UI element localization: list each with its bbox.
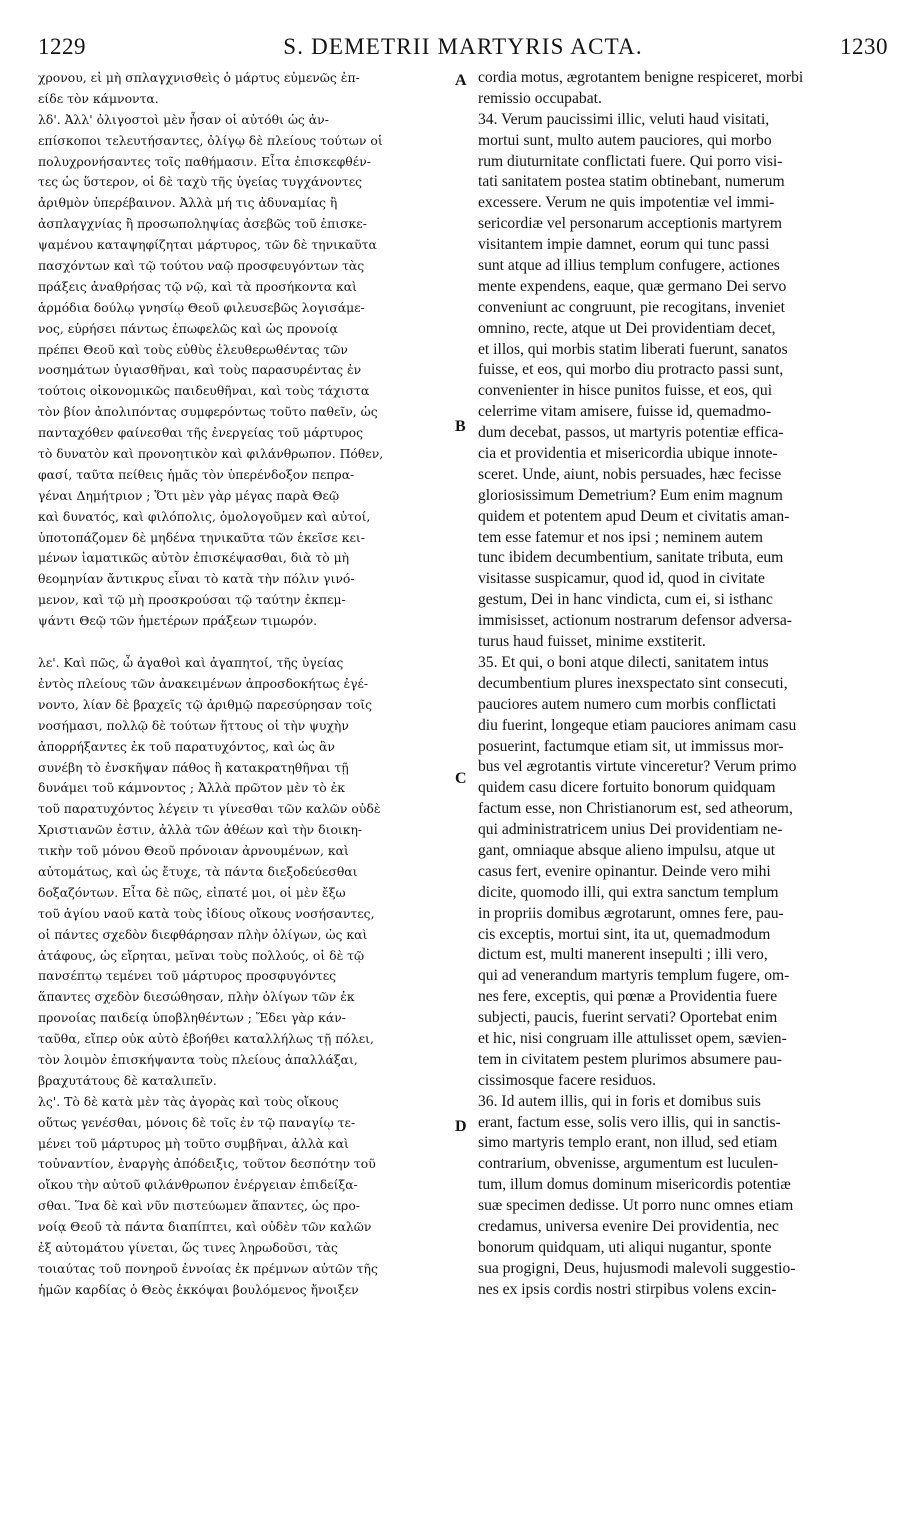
text-line: contrarium, obvenisse, argumentum est luculen- <box>478 1155 779 1173</box>
text-line: ἁρμόδια δούλῳ γνησίῳ Θεοῦ φιλευσεβῶς λογισάμε- <box>38 299 365 315</box>
text-line: πασχόντων καὶ τῷ τούτου ναῷ προσφευγόντων τὰς <box>38 258 365 274</box>
text-line: qui ad venerandum martyris templum fugere, om- <box>478 967 790 985</box>
text-line: cia et providentia et misericordia ubique innote- <box>478 445 778 463</box>
text-line: νοσήμασι, πολλῷ δὲ τούτων ἥττους οἱ τὴν ψυχὴν <box>38 717 349 733</box>
text-line: τοῦ ἁγίου ναοῦ κατὰ τοὺς ἰδίους οἴκους νοσήσαντες, <box>38 905 375 921</box>
text-line: λε'. Καὶ πῶς, ὦ ἀγαθοὶ καὶ ἀγαπητοί, τῆς ὑγείας <box>38 655 344 671</box>
text-line: φασί, ταῦτα πείθεις ἡμᾶς τὸν ὑπερένδοξον πεπρα- <box>38 466 355 482</box>
text-line: ἐξ αὐτομάτου γίνεται, ὥς τινες ληρωδοῦσι, τὰς <box>38 1239 339 1255</box>
text-line: nes fere, exceptis, qui pœnæ a Providentia fuere <box>478 988 778 1006</box>
text-line: συνέβη τὸ ἐνσκῆψαν πάθος ἢ κατακρατηθῆναι τῇ <box>38 759 349 775</box>
text-line: mente expendens, eaque, quæ germano Dei servo <box>478 277 787 295</box>
text-line: οἴκου τὴν αὐτοῦ φιλάνθρωπον ἐνέργειαν ἐπιδείξα- <box>38 1177 358 1193</box>
text-line: αὐτομάτως, καὶ ὡς ἔτυχε, τὰ πάντα διεξοδεύεσθαι <box>38 863 358 879</box>
text-line: sceret. Unde, aiunt, nobis persuades, hæc fecisse <box>478 465 782 483</box>
text-line: erant, factum esse, solis vero illis, qui in sanctis- <box>478 1113 781 1131</box>
text-line: sericordiæ vel personarum acceptionis martyrem <box>478 215 782 233</box>
text-line: pauciores autem numero cum morbis conflictati <box>478 695 777 713</box>
text-line: tati sanitatem postea statim obtinebant, numerum <box>478 173 785 191</box>
page-header <box>38 34 888 64</box>
text-line: 34. Verum paucissimi illic, veluti haud visitati, <box>478 110 770 128</box>
text-line: subjecti, paucis, fuerint servati? Oportebat enim <box>478 1009 778 1027</box>
text-line: factum esse, non Christianorum est, sed atheorum, <box>478 800 793 818</box>
text-line: προνοίας παιδείᾳ ὑποβληθέντων ; Ἔδει γὰρ κάν- <box>38 1010 346 1026</box>
text-line: τὸ δυνατὸν καὶ προνοητικὸν καὶ φιλάνθρωπον. Πόθεν, <box>38 446 384 462</box>
text-line: remissio occupabat. <box>478 89 602 107</box>
paragraph-gap <box>38 632 454 653</box>
text-line: tem in civitatem pestem plurimos absumere pau- <box>478 1050 782 1068</box>
text-line: diu fuerint, longeque etiam pauciores animam casu <box>478 716 797 734</box>
text-line: dictum est, multi manerent insepulti ; illi vero, <box>478 946 768 964</box>
text-line: 36. Id autem illis, qui in foris et domibus suis <box>478 1092 761 1110</box>
text-line: ἐντὸς πλείους τῶν ἀνακειμένων ἀπροσδοκήτως ἐγέ- <box>38 675 369 691</box>
text-line: quidem et potentem apud Deum et civitatis aman- <box>478 507 790 525</box>
text-line: νος, εὑρήσει πάντως ἐπωφελῶς καὶ ὡς προνοίᾳ <box>38 320 338 336</box>
text-line: μενον, καὶ τῷ μὴ προσκρούσαι τῷ ταύτην ἐκπεμ- <box>38 592 346 608</box>
text-line: δυνάμει τοῦ κάμνοντος ; Ἀλλὰ πρῶτον μὲν τὸ ἐκ <box>38 780 346 796</box>
text-line: νοντο, λίαν δὲ βραχεῖς τῷ ἀριθμῷ παρεσύρησαν τοῖς <box>38 696 373 712</box>
text-line: cordia motus, ægrotantem benigne respiceret, morbi <box>478 69 804 86</box>
page-number-left: 1229 <box>38 34 86 59</box>
text-line: posuerint, factumque etiam sit, ut immissus mor- <box>478 737 784 755</box>
text-line: fuisse, et eos, qui morbo diu protracto passi sunt, <box>478 361 784 379</box>
section-marker-c: C <box>455 770 467 787</box>
text-line: τικὴν τοῦ μόνου Θεοῦ πρόνοιαν ἀρνουμένων, καὶ <box>38 843 349 859</box>
text-line: λδ'. Ἀλλ' ὀλιγοστοὶ μὲν ἦσαν οἱ αὐτόθι ὡς ἀν- <box>38 111 329 127</box>
text-line: nes ex ipsis cordis nostri stirpibus volens excin- <box>478 1280 777 1298</box>
text-line: ἀπορρήξαντες ἐκ τοῦ παρατυχόντος, καὶ ὡς ἂν <box>38 738 335 754</box>
text-line: ἀτάφους, ὡς εἴρηται, μεῖναι τοὺς πολλούς, οἱ δὲ τῷ <box>38 947 365 963</box>
text-line: ταῦθα, εἴπερ οὐκ αὐτὸ ἐβοήθει καταλλήλως τῇ πόλει, <box>38 1031 374 1047</box>
text-line: επίσκοποι τελευτήσαντες, ὀλίγῳ δὲ πλείους τούτων οἱ <box>38 132 383 148</box>
text-line: πολυχρονήσαντες τοῖς παθήμασιν. Εἶτα ἐπισκεφθέν- <box>38 153 371 169</box>
text-line: celerrime vitam amisere, fuisse id, quemadmo- <box>478 403 772 421</box>
text-line: credamus, universa evenire Dei providentia, nec <box>478 1217 779 1235</box>
text-line: βραχυτάτους δὲ καταλιπεῖν. <box>38 1072 217 1088</box>
text-line: dum decebat, passos, ut martyris potentiæ effica- <box>478 424 784 442</box>
text-line: ἀσπλαγχνίας ἢ προσωποληψίας ἀσεβῶς τοῦ ἐπισκε- <box>38 216 367 232</box>
text-line: τοῦ παρατυχόντος λέγειν τι γίνεσθαι τῶν καλῶν οὐδὲ <box>38 801 381 817</box>
text-line: turus haud fuisset, minime exstiterit. <box>478 633 706 651</box>
page-number-right: 1230 <box>840 34 888 59</box>
text-line: visitantem impie damnet, eorum qui tunc passi <box>478 236 770 254</box>
text-line: convenienter in hisce punitos fuisse, et eos, qui <box>478 382 773 400</box>
text-line: tunc ibidem decumbentium, sanitate tributa, eum <box>478 549 784 567</box>
text-line: tum, illum domus dominum misericordis potentiæ <box>478 1176 791 1194</box>
text-line: χρονου, εἰ μὴ σπλαγχνισθεὶς ὁ μάρτυς εὐμενῶς ἐπ- <box>38 70 360 85</box>
text-line: excessere. Verum ne quis impotentiæ vel immi- <box>478 194 775 212</box>
text-line: τοὐναντίον, ἐναργὴς ἀπόδειξις, τοῦτον δεσπότην τοῦ <box>38 1156 376 1172</box>
text-line: mortui sunt, multo autem pauciores, qui morbo <box>478 131 772 149</box>
text-line: gant, omniaque absque alieno impulsu, atque ut <box>478 841 776 859</box>
text-line: casus fert, evenire opinantur. Deinde vero mihi <box>478 862 771 880</box>
text-line: πανσέπτῳ τεμένει τοῦ μάρτυρος προσφυγόντες <box>38 968 337 984</box>
text-line: οἱ πάντες σχεδὸν διεφθάρησαν πλὴν ὀλίγων, ὡς καὶ <box>38 926 368 942</box>
text-line: θεομηνίαν ἄντικρυς εἶναι τὸ κατὰ τὴν πόλιν γινό- <box>38 571 355 587</box>
text-line: ψαμένου καταψηφίζηται μάρτυρος, τῶν δὲ τηνικαῦτα <box>38 237 377 253</box>
text-line: ψάντι Θεῷ τῶν ἡμετέρων πράξεων τιμωρόν. <box>38 613 318 629</box>
text-line: μένει τοῦ μάρτυρος μὴ τοῦτο συμβῆναι, ἀλλὰ καὶ <box>38 1135 349 1151</box>
text-line: ἡμῶν καρδίας ὁ Θεὸς ἐκκόψαι βουλόμενος ἤνοιξεν <box>38 1281 359 1297</box>
text-line: bus vel ægrotantis virtute vinceretur? Verum primo <box>478 758 797 776</box>
text-line: καὶ δυνατός, καὶ φιλόπολις, ὁμολογοῦμεν καὶ αὐτοί, <box>38 508 371 524</box>
text-line: gloriosissimum Demetrium? Eum enim magnum <box>478 486 783 504</box>
text-line: rum diuturnitate conflictati fuere. Qui porro visi- <box>478 152 783 170</box>
text-line: immisisset, actionum nostrarum defensor adversa- <box>478 612 792 630</box>
text-line: conveniunt ac congruunt, pie recogitans, inveniet <box>478 298 786 316</box>
text-line: λς'. Τὸ δὲ κατὰ μὲν τὰς ἀγορὰς καὶ τοὺς οἴκους <box>38 1093 339 1109</box>
text-line: bonorum quidquam, uti aliqui nugantur, sponte <box>478 1238 772 1256</box>
latin-text-column <box>478 68 886 1301</box>
text-line: 35. Et qui, o boni atque dilecti, sanitatem intus <box>478 653 769 671</box>
text-line: decumbentium plures inexspectato sint consecuti, <box>478 674 788 692</box>
text-line: sua progigni, Deus, hujusmodi malevoli suggestio- <box>478 1259 796 1277</box>
text-line: quidem casu dicere fortuito bonorum quidquam <box>478 779 776 797</box>
text-line: νοίᾳ Θεοῦ τὰ πάντα διαπίπτει, καὶ οὐδὲν τῶν καλῶν <box>38 1219 372 1235</box>
text-line: in propriis domibus ægrotarunt, omnes fere, pau- <box>478 904 784 922</box>
text-line: πρέπει Θεοῦ καὶ τοὺς εὐθὺς ἐλευθερωθέντας τῶν <box>38 341 348 357</box>
text-line: ὑποτοπάζομεν δὲ μηδένα τηνικαῦτα τῶν ἐκεῖσε κει- <box>38 529 365 545</box>
text-line: et hic, nisi congruam ille attulisset opem, sævien- <box>478 1029 787 1047</box>
text-line: qui administratricem unius Dei providentiam ne- <box>478 821 783 839</box>
text-line: τὸν λοιμὸν ἐπισκήψαντα τοὺς πλείους ἀπαλλάξαι, <box>38 1051 358 1067</box>
text-line: Χριστιανῶν ἐστιν, ἀλλὰ τῶν ἀθέων καὶ τὴν διοικη- <box>38 822 363 838</box>
section-marker-a: A <box>455 72 467 89</box>
text-line: visitasse suspicamur, quod id, quod in civitate <box>478 570 765 588</box>
text-line: γέναι Δημήτριον ; Ὅτι μὲν γὰρ μέγας παρὰ Θεῷ <box>38 487 340 503</box>
text-line: simo martyris templo erant, non illud, sed etiam <box>478 1134 778 1152</box>
text-line: suæ specimen dedisse. Ut porro nunc omnes etiam <box>478 1197 794 1215</box>
text-line: cis exceptis, mortui sint, ita ut, quemadmodum <box>478 925 771 943</box>
text-line: tem esse fatemur et nos ipsi ; neminem autem <box>478 528 763 546</box>
text-line: gestum, Dei in hanc vindicta, cum ei, si isthanc <box>478 591 773 609</box>
section-marker-b: B <box>455 418 466 435</box>
text-line: dicite, quomodo illi, qui extra sanctum templum <box>478 883 779 901</box>
text-line: τούτοις οἰκονομικῶς παιδευθῆναι, καὶ τοὺς τάχιστα <box>38 383 370 399</box>
text-line: τὸν βίον ἀπολιπόντας συμφερόντως τοῦτο παθεῖν, ὡς <box>38 404 378 420</box>
text-line: omnino, recte, atque ut Dei providentiam decet, <box>478 319 776 337</box>
text-line: σθαι. Ἵνα δὲ καὶ νῦν πιστεύωμεν ἅπαντες, ὡς προ- <box>38 1198 360 1214</box>
text-line: νοσημάτων ὑγιασθῆναι, καὶ τοὺς παρασυρέντας ἐν <box>38 362 362 378</box>
text-line: πράξεις ἀναθρήσας τῷ νῷ, καὶ τὰ προσήκοντα καὶ <box>38 278 358 294</box>
text-line: τες ὡς ὕστερον, οἱ δὲ ταχὺ τῆς ὑγείας τυγχάνοντες <box>38 174 363 190</box>
text-line: ἀριθμὸν ὑπερέβαινον. Ἀλλὰ μή τις ἀδυναμίας ἢ <box>38 195 338 211</box>
section-marker-d: D <box>455 1118 467 1135</box>
text-line: et illos, qui morbis statim liberati fuerunt, sanatos <box>478 340 788 358</box>
text-line: είδε τὸν κάμνοντα. <box>38 90 159 106</box>
text-line: ἅπαντες σχεδὸν διεσώθησαν, πλὴν ὀλίγων τῶν ἐκ <box>38 989 355 1005</box>
running-title: S. DEMETRII MARTYRIS ACTA. <box>283 34 643 59</box>
text-line: μένων ἰαματικῶς αὐτὸν ἐπισκέψασθαι, διὰ τὸ μὴ <box>38 550 350 566</box>
text-line: πανταχόθεν φαίνεσθαι τῆς ἐνεργείας τοῦ μάρτυρος <box>38 425 364 441</box>
text-line: δοξαζόντων. Εἶτα δὲ πῶς, εἰπατέ μοι, οἱ μὲν ἔξω <box>38 884 346 900</box>
greek-text-column <box>38 68 454 1301</box>
text-line: cissimosque facere residuos. <box>478 1071 656 1089</box>
text-line: τοιαύτας τοῦ πονηροῦ ἐννοίας ἐκ πρέμνων αὐτῶν τῆς <box>38 1260 378 1276</box>
text-line: sunt atque ad illius templum confugere, actiones <box>478 257 780 275</box>
text-line: οὕτως γενέσθαι, μόνοις δὲ τοῖς ἐν τῷ παναγίῳ τε- <box>38 1114 356 1130</box>
